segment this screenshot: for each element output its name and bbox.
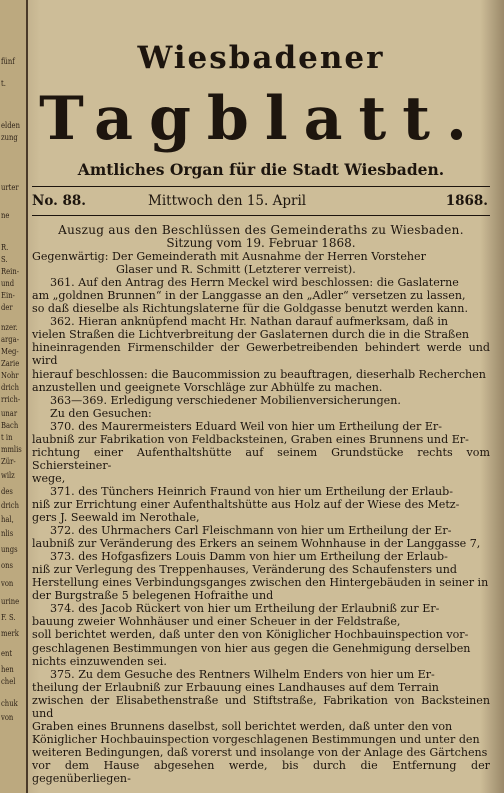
article-line: Königlicher Hochbauinspection vorgeschlagenen Bestimmungen und unter den bbox=[32, 732, 480, 746]
margin-fragment: S. bbox=[1, 255, 8, 265]
issue-line bbox=[32, 193, 490, 213]
margin-fragment: fünf bbox=[1, 57, 15, 67]
article-line: weiteren Bedingungen, daß vorerst und insolange von der Anlage des Gärtchens bbox=[32, 745, 488, 759]
margin-fragment: Bach bbox=[1, 421, 19, 431]
article-line: Gegenwärtig: Der Gemeinderath mit Ausnahme der Herren Vorsteher bbox=[32, 250, 426, 264]
margin-fragment: mmlis bbox=[1, 445, 22, 455]
margin-fragment: hen bbox=[1, 665, 14, 675]
article-line: vielen Straßen die Lichtverbreitung der Gaslaternen durch die in die Straßen bbox=[32, 328, 470, 342]
margin-fragment: ne bbox=[1, 211, 10, 221]
article-line: bauung zweier Wohnhäuser und einer Scheuer in der Feldstraße, bbox=[32, 615, 401, 629]
article-line: 371. des Tünchers Heinrich Fraund von hier um Ertheilung der Erlaub- bbox=[50, 484, 453, 498]
margin-fragment: des bbox=[1, 487, 13, 497]
margin-fragment: drich bbox=[1, 383, 19, 393]
article-line: 375. Zu dem Gesuche des Rentners Wilhelm Enders von hier um Er- bbox=[50, 667, 435, 681]
margin-fragment: F. S. bbox=[1, 613, 16, 623]
margin-fragment: rrich- bbox=[1, 395, 21, 405]
margin-fragment: t. bbox=[1, 79, 6, 89]
article-line: Graben eines Brunnens daselbst, soll berichtet werden, daß unter den von bbox=[32, 719, 453, 733]
article-line: wege, bbox=[32, 471, 66, 485]
margin-fragment: Zarie bbox=[1, 359, 20, 369]
margin-fragment: zung bbox=[1, 133, 18, 143]
margin-fragment: von bbox=[1, 579, 14, 589]
article-line: 372. des Uhrmachers Carl Fleischmann von hier um Ertheilung der Er- bbox=[50, 524, 452, 538]
margin-fragment: merk bbox=[1, 629, 19, 639]
article-line: so daß dieselbe als Richtungslaterne für die Goldgasse benutzt werden kann. bbox=[32, 302, 468, 316]
article-line: Herstellung eines Verbindungsganges zwischen den Hintergebäuden in seiner in bbox=[32, 576, 489, 590]
masthead-name-top: Wiesbadener bbox=[137, 40, 385, 76]
margin-fragment: elden bbox=[1, 121, 20, 131]
margin-fragment: Meg- bbox=[1, 347, 19, 357]
article-session: Sitzung vom 19. Februar 1868. bbox=[166, 236, 356, 251]
margin-fragment: R. bbox=[1, 243, 9, 253]
article-line: 362. Hieran anknüpfend macht Hr. Nathan darauf aufmerksam, daß in bbox=[50, 315, 449, 329]
margin-fragment: nzer. bbox=[1, 323, 18, 333]
article-line: anzustellen und geeignete Vorschläge zur Abhülfe zu machen. bbox=[32, 380, 383, 394]
article-line: zwischen der Elisabethenstraße und Stiftstraße, Fabrikation von Backsteinen und bbox=[32, 693, 490, 720]
margin-fragment: nlis bbox=[1, 529, 14, 539]
rule-bottom bbox=[32, 215, 490, 216]
article-line: niß zur Verlegung des Treppenhauses, Veränderung des Schaufensters und bbox=[32, 563, 457, 577]
margin-fragment: Zür- bbox=[1, 457, 16, 467]
article-body bbox=[32, 224, 490, 785]
article-line: der Burgstraße 5 belegenen Hofraithe und bbox=[32, 589, 274, 603]
issue-date: Mittwoch den 15. April bbox=[148, 193, 307, 209]
issue-year: 1868. bbox=[445, 193, 488, 209]
margin-fragment: hal, bbox=[1, 515, 14, 525]
article-line: Glaser und R. Schmitt (Letzterer verreist). bbox=[116, 263, 356, 277]
rule-top bbox=[32, 186, 490, 187]
adjacent-page-margin bbox=[0, 0, 28, 793]
article-line: geschlagenen Bestimmungen von hier aus gegen die Genehmigung derselben bbox=[32, 641, 471, 655]
article-line: vor dem Hause abgesehen werde, bis durch die Entfernung der gegenüberliegen- bbox=[32, 758, 490, 785]
article-line: 370. des Maurermeisters Eduard Weil von hier um Ertheilung der Er- bbox=[50, 419, 442, 433]
main-column bbox=[30, 0, 492, 793]
article-line: hineinragenden Firmenschilder der Gewerbetreibenden behindert werde und wird bbox=[32, 341, 490, 368]
margin-fragment: der bbox=[1, 303, 13, 313]
article-line: laubniß zur Fabrikation von Feldbacksteinen, Graben eines Brunnens und Er- bbox=[32, 432, 469, 446]
article-line: nichts einzuwenden sei. bbox=[32, 654, 167, 668]
margin-fragment: wilz bbox=[1, 471, 15, 481]
margin-fragment: ons bbox=[1, 561, 13, 571]
margin-fragment: unar bbox=[1, 409, 18, 419]
article-line: richtung einer Aufenthaltshütte auf seinem Grundstücke rechts vom Schiersteiner- bbox=[32, 445, 490, 472]
margin-fragment: arga- bbox=[1, 335, 20, 345]
article-line: 374. des Jacob Rückert von hier um Ertheilung der Erlaubniß zur Er- bbox=[50, 602, 440, 616]
article-line: Zu den Gesuchen: bbox=[50, 406, 152, 420]
margin-fragment: urter bbox=[1, 183, 19, 193]
margin-fragment: chuk bbox=[1, 699, 18, 709]
article-line: 373. des Hofgasfizers Louis Damm von hier um Ertheilung der Erlaub- bbox=[50, 550, 448, 564]
margin-fragment: Ein- bbox=[1, 291, 15, 301]
article-line: theilung der Erlaubniß zur Erbauung eines Landhauses auf dem Terrain bbox=[32, 680, 439, 694]
article-line: 363—369. Erledigung verschiedener Mobilienversicherungen. bbox=[50, 393, 401, 407]
article-line: 361. Auf den Antrag des Herrn Meckel wird beschlossen: die Gaslaterne bbox=[50, 276, 459, 290]
article-line: niß zur Errichtung einer Aufenthaltshütte aus Holz auf der Wiese des Metz- bbox=[32, 497, 460, 511]
article-line: am „goldnen Brunnen“ in der Langgasse an den „Adler“ versetzen zu lassen, bbox=[32, 289, 466, 303]
article-line: laubniß zur Veränderung des Erkers an seinem Wohnhause in der Langgasse 7, bbox=[32, 537, 481, 551]
masthead-subtitle: Amtliches Organ für die Stadt Wiesbaden. bbox=[77, 160, 445, 179]
margin-fragment: chel bbox=[1, 677, 16, 687]
issue-number: No. 88. bbox=[32, 193, 86, 209]
article-line: soll berichtet werden, daß unter den von Königlicher Hochbauinspection vor- bbox=[32, 628, 469, 642]
margin-fragment: Rein- bbox=[1, 267, 19, 277]
margin-fragment: und bbox=[1, 279, 15, 289]
article-heading: Auszug aus den Beschlüssen des Gemeinderaths zu Wiesbaden. bbox=[58, 223, 464, 237]
article-line: gers J. Seewald im Nerothale, bbox=[32, 511, 200, 525]
article-lines bbox=[32, 250, 490, 785]
margin-fragment: drich bbox=[1, 501, 19, 511]
masthead-name-big: Tagblatt. bbox=[39, 84, 483, 154]
margin-fragment: ungs bbox=[1, 545, 18, 555]
margin-fragment: ent bbox=[1, 649, 13, 659]
margin-fragment: urine bbox=[1, 597, 20, 607]
margin-fragment: t in bbox=[1, 433, 13, 443]
margin-fragment: von bbox=[1, 713, 14, 723]
margin-fragment: Nohr bbox=[1, 371, 19, 381]
article-line: hierauf beschlossen: die Baucommission zu beauftragen, dieserhalb Recherchen bbox=[32, 367, 486, 381]
